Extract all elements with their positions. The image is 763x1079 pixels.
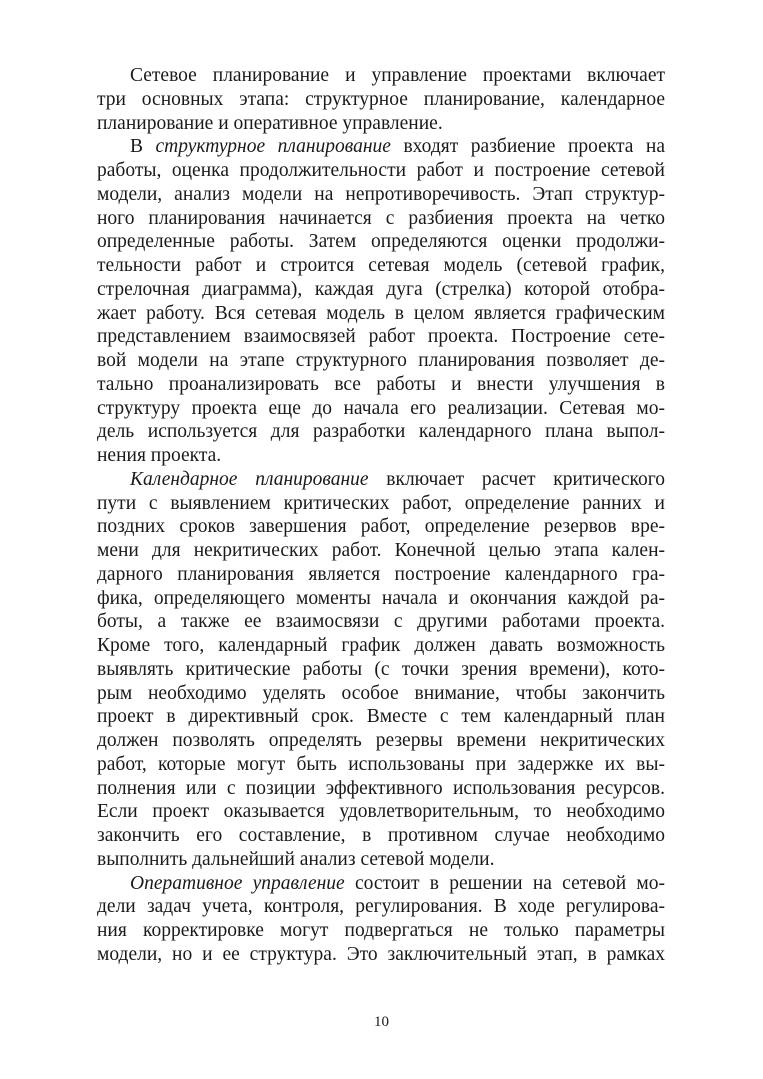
text-line xyxy=(97,848,665,872)
text-line xyxy=(97,872,665,896)
text-line xyxy=(97,800,665,824)
paragraph xyxy=(97,872,665,967)
text-line xyxy=(97,302,665,326)
text-run: определенные работы. Затем определяются оценки продолжи- xyxy=(97,231,665,253)
text-line xyxy=(97,468,665,492)
text-run: дарного планирования является построение календарного гра- xyxy=(97,563,665,585)
text-run: стрелочная диаграмма), каждая дуга (стрелка) которой отобра- xyxy=(97,278,665,300)
text-run: работ, которые могут быть использованы при задержке их вы- xyxy=(97,753,665,775)
text-line xyxy=(97,349,665,373)
text-line xyxy=(97,753,665,777)
text-run: В xyxy=(130,136,156,158)
text-line xyxy=(97,682,665,706)
text-run: дель используется для разработки календарного плана выпол- xyxy=(97,421,665,443)
text-line xyxy=(97,824,665,848)
text-run: выполнить дальнейший анализ сетевой модели. xyxy=(97,848,495,870)
text-line xyxy=(97,777,665,801)
text-run: тально проанализировать все работы и внести улучшения в xyxy=(97,373,665,395)
text-run: модели, но и ее структура. Это заключительный этап, в рамках xyxy=(97,943,665,965)
text-line xyxy=(97,729,665,753)
text-run: рым необходимо уделять особое внимание, чтобы закончить xyxy=(97,682,665,704)
text-run: планирование и оперативное управление. xyxy=(97,112,443,134)
text-run: жает работу. Вся сетевая модель в целом является графическим xyxy=(97,302,665,324)
text-line xyxy=(97,64,665,88)
text-run: Если проект оказывается удовлетворительным, то необходимо xyxy=(97,801,665,823)
text-line xyxy=(97,634,665,658)
text-run: нения проекта. xyxy=(97,445,222,466)
text-line xyxy=(97,88,665,112)
text-line xyxy=(97,373,665,397)
text-run: ния корректировке могут подвергаться не только параметры xyxy=(97,920,665,941)
text-line xyxy=(97,563,665,587)
page-number: 10 xyxy=(374,1014,389,1030)
text-line xyxy=(97,587,665,611)
text-run: пути с выявлением критических работ, определение ранних и xyxy=(97,492,665,514)
text-run: три основных этапа: структурное планирование, календарное xyxy=(97,88,665,110)
page-body xyxy=(97,64,665,967)
text-line xyxy=(97,112,665,136)
text-line xyxy=(97,610,665,634)
text-run: представлением взаимосвязей работ проекта. Построение сете- xyxy=(97,326,665,348)
text-run: включает расчет критического xyxy=(368,468,665,490)
text-run: вой модели на этапе структурного планирования позволяет де- xyxy=(97,350,665,371)
text-run: работы, оценка продолжительности работ и построение сетевой xyxy=(97,160,665,181)
text-line xyxy=(97,539,665,563)
text-run: дели задач учета, контроля, регулирования. В ходе регулирова- xyxy=(97,896,665,918)
text-line xyxy=(97,658,665,682)
text-run: закончить его составление, в противном случае необходимо xyxy=(97,825,665,846)
text-run: боты, а также ее взаимосвязи с другими работами проекта. xyxy=(97,611,665,633)
text-run: Сетевое планирование и управление проектами включает xyxy=(130,65,665,86)
text-line xyxy=(97,397,665,421)
text-line xyxy=(97,183,665,207)
text-run: модели, анализ модели на непротиворечивость. Этап структур- xyxy=(97,183,665,205)
text-line xyxy=(97,135,665,159)
text-line xyxy=(97,420,665,444)
text-run: ного планирования начинается с разбиения проекта на четко xyxy=(97,207,665,229)
text-run: мени для некритических работ. Конечной целью этапа кален- xyxy=(97,540,665,561)
text-run: должен позволять определять резервы времени некритических xyxy=(97,730,665,751)
text-run: проект в директивный срок. Вместе с тем календарный план xyxy=(97,706,665,728)
text-line xyxy=(97,515,665,539)
text-run: тельности работ и строится сетевая модель (сетевой график, xyxy=(97,255,665,276)
text-run: структуру проекта еще до начала его реализации. Сетевая мо- xyxy=(97,397,665,419)
text-line xyxy=(97,254,665,278)
text-line xyxy=(97,230,665,254)
emphasized-term: структурное планирование xyxy=(155,136,391,158)
text-line xyxy=(97,895,665,919)
text-line xyxy=(97,444,665,468)
text-line xyxy=(97,278,665,302)
emphasized-term: Оперативное управление xyxy=(130,872,345,894)
text-run: Кроме того, календарный график должен давать возможность xyxy=(97,635,665,656)
text-run: поздних сроков завершения работ, определение резервов вре- xyxy=(97,516,665,538)
paragraph xyxy=(97,64,665,135)
text-line xyxy=(97,919,665,943)
text-run: полнения или с позиции эффективного использования ресурсов. xyxy=(97,777,665,799)
paragraph xyxy=(97,468,665,872)
text-run: состоит в решении на сетевой мо- xyxy=(344,872,665,894)
text-run: фика, определяющего моменты начала и окончания каждой ра- xyxy=(97,587,665,609)
text-line xyxy=(97,492,665,516)
text-line xyxy=(97,207,665,231)
text-line xyxy=(97,159,665,183)
emphasized-term: Календарное планирование xyxy=(130,468,369,490)
text-line xyxy=(97,705,665,729)
text-line xyxy=(97,325,665,349)
text-run: выявлять критические работы (с точки зрения времени), кото- xyxy=(97,658,665,680)
text-run: входят разбиение проекта на xyxy=(390,136,666,158)
paragraph xyxy=(97,135,665,468)
text-line xyxy=(97,943,665,967)
